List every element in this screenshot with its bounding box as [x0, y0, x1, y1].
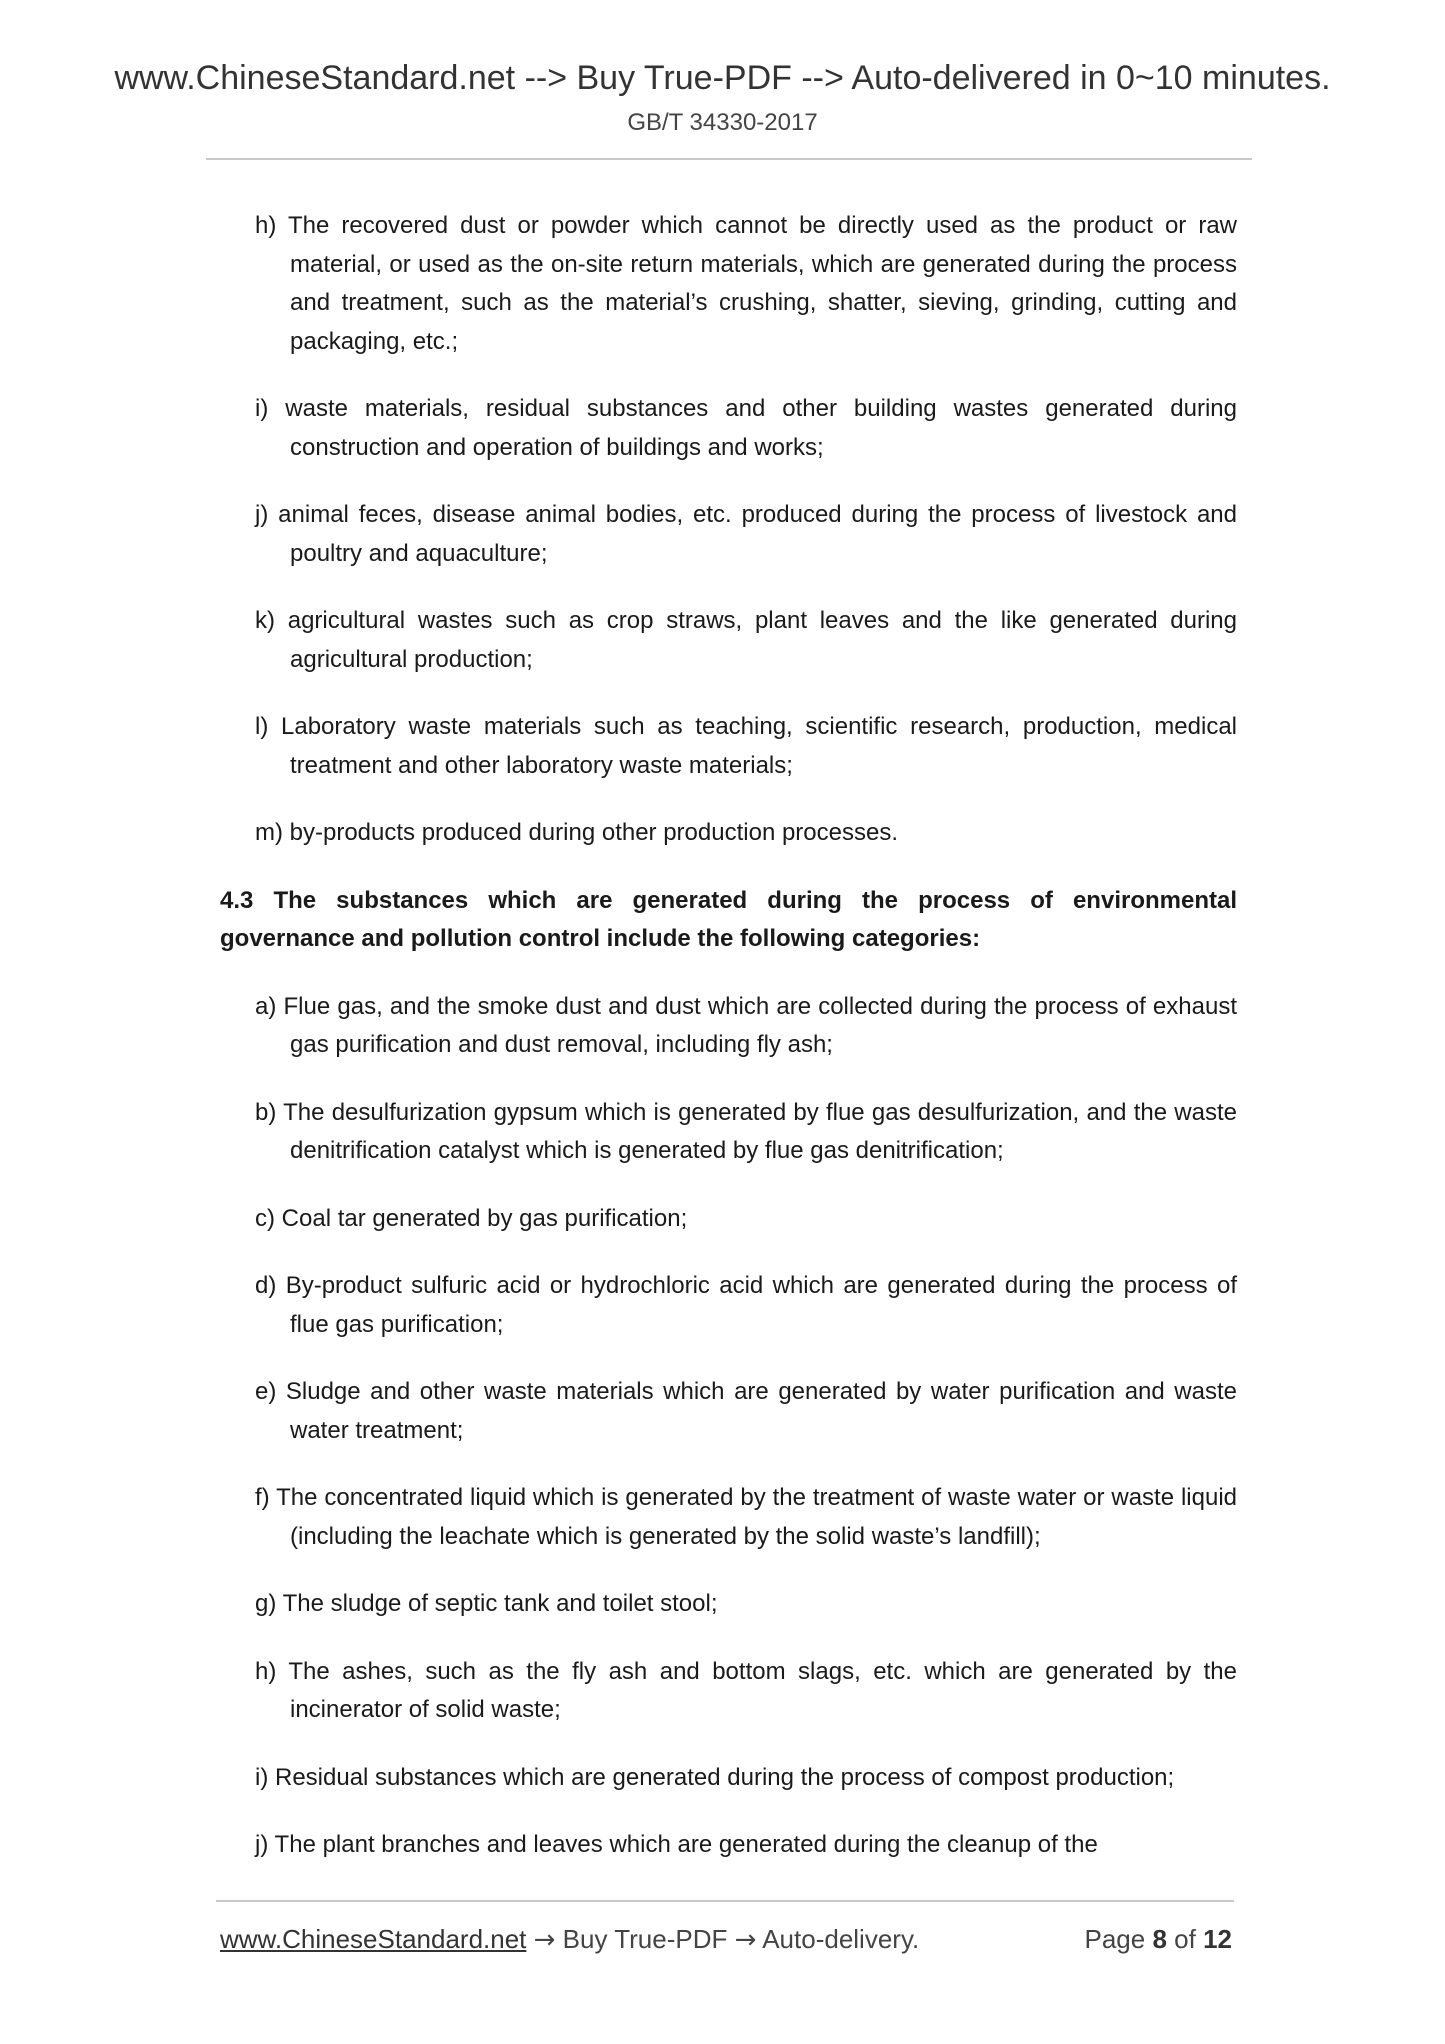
footer-promo [220, 1922, 919, 1957]
list-item: h) The ashes, such as the fly ash and bottom slags, etc. which are generated by the incinerator of solid waste; [255, 1657, 1237, 1723]
page-indicator [1084, 1922, 1232, 1956]
list-item: l) Laboratory waste materials such as teaching, scientific research, production, medical treatment and other laboratory waste materials; [255, 713, 1237, 779]
website-link[interactable]: www.ChineseStandard.net [220, 1924, 527, 1954]
list-item: j) The plant branches and leaves which are generated during the cleanup of the [255, 1831, 1098, 1858]
page-label: Page [1084, 1924, 1146, 1954]
list-item: c) Coal tar generated by gas purification; [255, 1204, 688, 1232]
list-item: a) Flue gas, and the smoke dust and dust which are collected during the process of exhaust gas purification and dust removal, including fly ash; [255, 992, 1237, 1058]
list-item: k) agricultural wastes such as crop straws, plant leaves and the like generated during agricultural production; [255, 607, 1237, 673]
list-item: e) Sludge and other waste materials which are generated by water purification and waste water treatment; [255, 1378, 1237, 1444]
section-heading: 4.3 The substances which are generated during the process of environmental governance and pollution control include the following categories: [220, 886, 1237, 952]
standard-number: GB/T 34330-2017 [627, 109, 818, 136]
buy-text: Buy True-PDF [562, 1924, 728, 1954]
list-item: i) Residual substances which are generated during the process of compost production; [255, 1763, 1175, 1791]
list-item: b) The desulfurization gypsum which is generated by flue gas desulfurization, and the waste denitrification catalyst which is generated by flue gas denitrification; [255, 1098, 1237, 1164]
total-pages: 12 [1203, 1924, 1232, 1954]
list-item: f) The concentrated liquid which is generated by the treatment of waste water or waste liquid (including the leachate which is generated by the solid waste’s landfill); [255, 1484, 1237, 1550]
footer-divider [216, 1900, 1234, 1902]
delivery-text: Auto-delivery. [762, 1924, 920, 1954]
document-body [220, 207, 1237, 1894]
list-item: m) by-products produced during other production processes. [255, 819, 899, 846]
list-item: j) animal feces, disease animal bodies, etc. produced during the process of livestock and poultry and aquaculture; [255, 501, 1237, 567]
list-item: g) The sludge of septic tank and toilet stool; [255, 1590, 718, 1617]
of-label: of [1174, 1924, 1196, 1954]
list-item: d) By-product sulfuric acid or hydrochloric acid which are generated during the process of flue gas purification; [255, 1272, 1237, 1338]
arrow-right-icon: → [533, 1925, 556, 1955]
top-banner: www.ChineseStandard.net --> Buy True-PDF --> Auto-delivered in 0~10 minutes. [114, 59, 1331, 97]
header-divider [206, 158, 1252, 160]
current-page: 8 [1152, 1924, 1167, 1954]
list-item: h) The recovered dust or powder which cannot be directly used as the product or raw material, or used as the on-site return materials, which are generated during the process and treatment, such as the material’s crushing, shatter, sieving, grinding, cutting and packaging, etc.; [255, 212, 1237, 355]
list-item: i) waste materials, residual substances and other building wastes generated during construction and operation of buildings and works; [255, 395, 1237, 461]
arrow-right-icon: → [734, 1925, 757, 1955]
